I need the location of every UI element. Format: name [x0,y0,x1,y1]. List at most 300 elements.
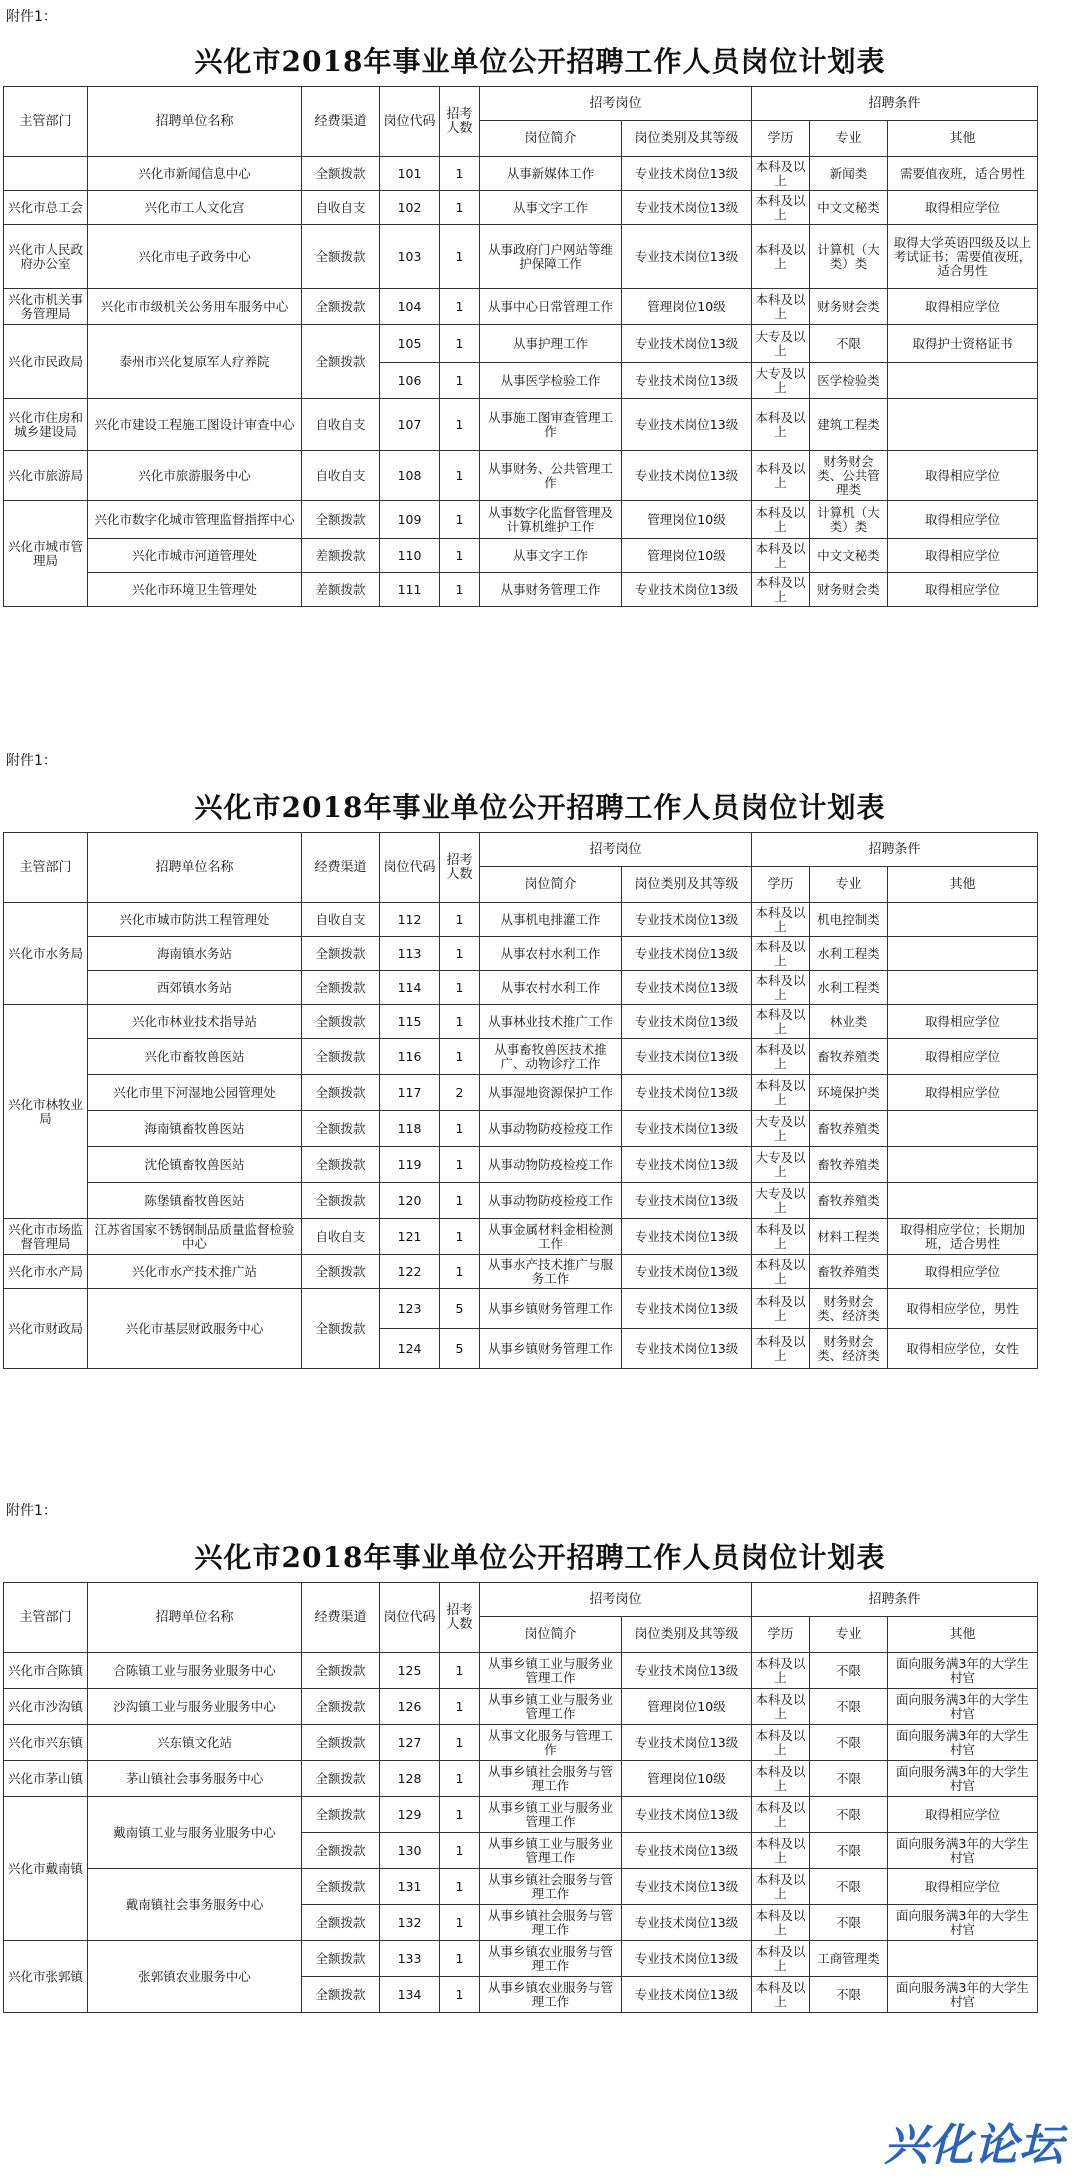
dept-cell: 兴化市城市管理局 [4,501,88,607]
count-cell: 1 [440,289,480,325]
page-title: 兴化市2018年事业单位公开招聘工作人员岗位计划表 [194,1541,886,1574]
desc-cell: 从事乡镇工业与服务业管理工作 [480,1689,622,1725]
edu-cell: 本科及以上 [752,157,810,191]
other-cell [888,937,1038,971]
code-cell: 119 [380,1147,440,1183]
major-cell: 中文文秘类 [810,191,888,225]
type-cell: 专业技术岗位13级 [622,1005,752,1039]
major-cell: 计算机（大类）类 [810,225,888,289]
fund-cell: 自收自支 [302,1219,380,1255]
table-row [4,1941,1038,1977]
other-cell [888,363,1038,399]
count-cell: 1 [440,1039,480,1075]
count-cell: 1 [440,191,480,225]
dept-cell: 兴化市水务局 [4,903,88,1005]
type-cell: 专业技术岗位13级 [622,191,752,225]
table-row [4,971,1038,1005]
count-cell: 1 [440,937,480,971]
desc-cell: 从事文化服务与管理工作 [480,1725,622,1761]
desc-cell: 从事乡镇农业服务与管理工作 [480,1941,622,1977]
table-row [4,1075,1038,1111]
table-row [4,1725,1038,1761]
edu-cell: 大专及以上 [752,1183,810,1219]
fund-cell: 全额拨款 [302,1147,380,1183]
table-row [4,1289,1038,1329]
edu-cell: 大专及以上 [752,1111,810,1147]
type-cell: 专业技术岗位13级 [622,1183,752,1219]
dept-cell: 兴化市兴东镇 [4,1725,88,1761]
edu-cell: 本科及以上 [752,1255,810,1289]
major-cell: 不限 [810,1653,888,1689]
other-cell [888,1183,1038,1219]
code-cell: 122 [380,1255,440,1289]
major-cell: 财务财会类 [810,573,888,607]
header-other: 其他 [888,1617,1038,1653]
table-row [4,1797,1038,1833]
header-post-type: 岗位类别及其等级 [622,1617,752,1653]
desc-cell: 从事财务管理工作 [480,573,622,607]
count-cell: 1 [440,1725,480,1761]
type-cell: 专业技术岗位13级 [622,325,752,363]
fund-cell: 全额拨款 [302,1005,380,1039]
count-cell: 1 [440,225,480,289]
code-cell: 105 [380,325,440,363]
plan-table-2 [3,832,1038,1369]
other-cell: 取得相应学位 [888,1869,1038,1905]
unit-cell: 陈堡镇畜牧兽医站 [88,1183,302,1219]
major-cell: 不限 [810,1977,888,2013]
major-cell: 畜牧养殖类 [810,1111,888,1147]
desc-cell: 从事新媒体工作 [480,157,622,191]
edu-cell: 大专及以上 [752,1147,810,1183]
header-unit: 招聘单位名称 [88,87,302,157]
major-cell: 工商管理类 [810,1941,888,1977]
other-cell [888,1111,1038,1147]
header-edu: 学历 [752,121,810,157]
major-cell: 机电控制类 [810,903,888,937]
type-cell: 管理岗位10级 [622,539,752,573]
desc-cell: 从事机电排灌工作 [480,903,622,937]
unit-cell: 张郭镇农业服务中心 [88,1941,302,2013]
fund-cell: 全额拨款 [302,1689,380,1725]
dept-cell: 兴化市总工会 [4,191,88,225]
dept-cell: 兴化市茅山镇 [4,1761,88,1797]
header-post-type: 岗位类别及其等级 [622,867,752,903]
unit-cell: 茅山镇社会事务服务中心 [88,1761,302,1797]
major-cell: 不限 [810,1833,888,1869]
dept-cell: 兴化市民政局 [4,325,88,399]
header-other: 其他 [888,121,1038,157]
fund-cell: 差额拨款 [302,539,380,573]
type-cell: 管理岗位10级 [622,501,752,539]
count-cell: 1 [440,1147,480,1183]
other-cell: 面向服务满3年的大学生村官 [888,1905,1038,1941]
fund-cell: 全额拨款 [302,1075,380,1111]
fund-cell: 全额拨款 [302,1905,380,1941]
desc-cell: 从事乡镇工业与服务业管理工作 [480,1833,622,1869]
unit-cell: 戴南镇社会事务服务中心 [88,1869,302,1941]
unit-cell: 沈伦镇畜牧兽医站 [88,1147,302,1183]
header-dept: 主管部门 [4,1583,88,1653]
header-major: 专业 [810,1617,888,1653]
attachment-label: 附件1： [6,9,57,25]
header-post-desc: 岗位简介 [480,867,622,903]
desc-cell: 从事农村水利工作 [480,971,622,1005]
other-cell: 取得相应学位 [888,1039,1038,1075]
attachment-label: 附件1： [6,753,57,769]
desc-cell: 从事乡镇农业服务与管理工作 [480,1977,622,2013]
count-cell: 1 [440,1761,480,1797]
header-unit: 招聘单位名称 [88,833,302,903]
edu-cell: 本科及以上 [752,1905,810,1941]
edu-cell: 本科及以上 [752,971,810,1005]
count-cell: 1 [440,1653,480,1689]
forum-watermark-logo: 兴化论坛 [884,2120,1064,2171]
major-cell: 畜牧养殖类 [810,1147,888,1183]
unit-cell: 戴南镇工业与服务业服务中心 [88,1797,302,1869]
header-post-type: 岗位类别及其等级 [622,121,752,157]
major-cell: 不限 [810,1905,888,1941]
code-cell: 128 [380,1761,440,1797]
table-row [4,1219,1038,1255]
other-cell [888,903,1038,937]
count-cell: 1 [440,363,480,399]
header-code: 岗位代码 [380,833,440,903]
fund-cell: 全额拨款 [302,1761,380,1797]
other-cell: 取得相应学位 [888,191,1038,225]
edu-cell: 本科及以上 [752,225,810,289]
dept-cell: 兴化市市场监督管理局 [4,1219,88,1255]
edu-cell: 本科及以上 [752,191,810,225]
dept-cell [4,157,88,191]
desc-cell: 从事施工图审查管理工作 [480,399,622,451]
type-cell: 专业技术岗位13级 [622,1797,752,1833]
header-post-group: 招考岗位 [480,87,752,121]
header-cond-group: 招聘条件 [752,1583,1038,1617]
unit-cell: 兴化市工人文化宫 [88,191,302,225]
count-cell: 1 [440,971,480,1005]
type-cell: 专业技术岗位13级 [622,1111,752,1147]
other-cell: 取得相应学位 [888,1255,1038,1289]
other-cell: 取得大学英语四级及以上考试证书；需要值夜班，适合男性 [888,225,1038,289]
type-cell: 专业技术岗位13级 [622,399,752,451]
table-row [4,1039,1038,1075]
code-cell: 127 [380,1725,440,1761]
unit-cell: 泰州市兴化复原军人疗养院 [88,325,302,399]
code-cell: 130 [380,1833,440,1869]
major-cell: 财务财会类 [810,289,888,325]
code-cell: 129 [380,1797,440,1833]
other-cell: 取得相应学位 [888,1005,1038,1039]
unit-cell: 兴化市里下河湿地公园管理处 [88,1075,302,1111]
unit-cell: 兴化市城市河道管理处 [88,539,302,573]
edu-cell: 本科及以上 [752,573,810,607]
fund-cell: 全额拨款 [302,225,380,289]
header-unit: 招聘单位名称 [88,1583,302,1653]
fund-cell: 全额拨款 [302,1977,380,2013]
fund-cell: 全额拨款 [302,157,380,191]
major-cell: 不限 [810,1725,888,1761]
type-cell: 管理岗位10级 [622,1689,752,1725]
desc-cell: 从事湿地资源保护工作 [480,1075,622,1111]
edu-cell: 本科及以上 [752,1977,810,2013]
code-cell: 124 [380,1329,440,1369]
desc-cell: 从事乡镇工业与服务业管理工作 [480,1797,622,1833]
header-post-desc: 岗位简介 [480,1617,622,1653]
code-cell: 132 [380,1905,440,1941]
fund-cell: 自收自支 [302,903,380,937]
header-fund: 经费渠道 [302,87,380,157]
fund-cell: 全额拨款 [302,1833,380,1869]
unit-cell: 兴化市城市防洪工程管理处 [88,903,302,937]
fund-cell: 全额拨款 [302,1941,380,1977]
other-cell: 面向服务满3年的大学生村官 [888,1761,1038,1797]
table-row [4,539,1038,573]
unit-cell: 兴化市水产技术推广站 [88,1255,302,1289]
major-cell: 新闻类 [810,157,888,191]
desc-cell: 从事乡镇社会服务与管理工作 [480,1761,622,1797]
major-cell: 计算机（大类）类 [810,501,888,539]
desc-cell: 从事动物防疫检疫工作 [480,1147,622,1183]
header-dept: 主管部门 [4,833,88,903]
type-cell: 专业技术岗位13级 [622,363,752,399]
type-cell: 专业技术岗位13级 [622,1653,752,1689]
desc-cell: 从事文字工作 [480,539,622,573]
major-cell: 不限 [810,1797,888,1833]
code-cell: 117 [380,1075,440,1111]
table-row [4,325,1038,363]
code-cell: 110 [380,539,440,573]
desc-cell: 从事财务、公共管理工作 [480,451,622,501]
desc-cell: 从事动物防疫检疫工作 [480,1111,622,1147]
other-cell [888,971,1038,1005]
code-cell: 134 [380,1977,440,2013]
type-cell: 专业技术岗位13级 [622,903,752,937]
other-cell: 取得相应学位 [888,451,1038,501]
header-major: 专业 [810,121,888,157]
major-cell: 水利工程类 [810,937,888,971]
edu-cell: 本科及以上 [752,937,810,971]
table-row [4,903,1038,937]
unit-cell: 合陈镇工业与服务业服务中心 [88,1653,302,1689]
table-row [4,573,1038,607]
fund-cell: 全额拨款 [302,1289,380,1369]
type-cell: 专业技术岗位13级 [622,937,752,971]
major-cell: 建筑工程类 [810,399,888,451]
header-code: 岗位代码 [380,87,440,157]
count-cell: 1 [440,1797,480,1833]
desc-cell: 从事护理工作 [480,325,622,363]
code-cell: 102 [380,191,440,225]
edu-cell: 本科及以上 [752,1869,810,1905]
other-cell: 取得相应学位 [888,289,1038,325]
fund-cell: 全额拨款 [302,1039,380,1075]
edu-cell: 本科及以上 [752,1725,810,1761]
major-cell: 水利工程类 [810,971,888,1005]
unit-cell: 兴化市市级机关公务用车服务中心 [88,289,302,325]
header-count: 招考人数 [440,833,480,903]
desc-cell: 从事林业技术推广工作 [480,1005,622,1039]
header-edu: 学历 [752,1617,810,1653]
other-cell: 面向服务满3年的大学生村官 [888,1725,1038,1761]
other-cell: 面向服务满3年的大学生村官 [888,1689,1038,1725]
count-cell: 1 [440,325,480,363]
unit-cell: 海南镇水务站 [88,937,302,971]
other-cell [888,1941,1038,1977]
type-cell: 专业技术岗位13级 [622,1255,752,1289]
major-cell: 不限 [810,1689,888,1725]
type-cell: 专业技术岗位13级 [622,1977,752,2013]
code-cell: 126 [380,1689,440,1725]
unit-cell: 兴化市旅游服务中心 [88,451,302,501]
count-cell: 1 [440,399,480,451]
fund-cell: 自收自支 [302,451,380,501]
major-cell: 畜牧养殖类 [810,1039,888,1075]
table-row [4,225,1038,289]
code-cell: 112 [380,903,440,937]
type-cell: 专业技术岗位13级 [622,451,752,501]
count-cell: 1 [440,1255,480,1289]
edu-cell: 本科及以上 [752,1941,810,1977]
other-cell: 取得护士资格证书 [888,325,1038,363]
table-row [4,1255,1038,1289]
header-fund: 经费渠道 [302,833,380,903]
desc-cell: 从事动物防疫检疫工作 [480,1183,622,1219]
dept-cell: 兴化市合陈镇 [4,1653,88,1689]
code-cell: 125 [380,1653,440,1689]
edu-cell: 本科及以上 [752,1689,810,1725]
table-row [4,1689,1038,1725]
header-cond-group: 招聘条件 [752,87,1038,121]
unit-cell: 兴化市林业技术指导站 [88,1005,302,1039]
unit-cell: 西郊镇水务站 [88,971,302,1005]
edu-cell: 本科及以上 [752,501,810,539]
code-cell: 120 [380,1183,440,1219]
desc-cell: 从事乡镇财务管理工作 [480,1289,622,1329]
plan-table-1 [3,86,1038,607]
unit-cell: 江苏省国家不锈钢制品质量监督检验中心 [88,1219,302,1255]
fund-cell: 全额拨款 [302,289,380,325]
type-cell: 管理岗位10级 [622,1761,752,1797]
dept-cell: 兴化市戴南镇 [4,1797,88,1941]
code-cell: 106 [380,363,440,399]
count-cell: 1 [440,1689,480,1725]
edu-cell: 本科及以上 [752,451,810,501]
edu-cell: 本科及以上 [752,1289,810,1329]
other-cell: 取得相应学位，男性 [888,1289,1038,1329]
other-cell: 取得相应学位 [888,573,1038,607]
header-cond-group: 招聘条件 [752,833,1038,867]
unit-cell: 兴化市电子政务中心 [88,225,302,289]
major-cell: 不限 [810,1869,888,1905]
edu-cell: 本科及以上 [752,399,810,451]
dept-cell: 兴化市沙沟镇 [4,1689,88,1725]
unit-cell: 兴东镇文化站 [88,1725,302,1761]
fund-cell: 全额拨款 [302,325,380,399]
desc-cell: 从事数字化监督管理及计算机维护工作 [480,501,622,539]
unit-cell: 兴化市畜牧兽医站 [88,1039,302,1075]
table-row [4,289,1038,325]
count-cell: 1 [440,157,480,191]
edu-cell: 本科及以上 [752,1761,810,1797]
dept-cell: 兴化市住房和城乡建设局 [4,399,88,451]
code-cell: 108 [380,451,440,501]
major-cell: 畜牧养殖类 [810,1183,888,1219]
header-major: 专业 [810,867,888,903]
type-cell: 专业技术岗位13级 [622,1833,752,1869]
fund-cell: 全额拨款 [302,937,380,971]
code-cell: 104 [380,289,440,325]
dept-cell: 兴化市旅游局 [4,451,88,501]
desc-cell: 从事文字工作 [480,191,622,225]
table-row [4,1111,1038,1147]
table-row [4,1005,1038,1039]
type-cell: 专业技术岗位13级 [622,1869,752,1905]
code-cell: 111 [380,573,440,607]
unit-cell: 兴化市新闻信息中心 [88,157,302,191]
count-cell: 2 [440,1075,480,1111]
code-cell: 131 [380,1869,440,1905]
edu-cell: 本科及以上 [752,1039,810,1075]
type-cell: 专业技术岗位13级 [622,1075,752,1111]
major-cell: 医学检验类 [810,363,888,399]
code-cell: 114 [380,971,440,1005]
major-cell: 环境保护类 [810,1075,888,1111]
edu-cell: 本科及以上 [752,1219,810,1255]
fund-cell: 全额拨款 [302,1797,380,1833]
edu-cell: 本科及以上 [752,1797,810,1833]
fund-cell: 全额拨款 [302,1653,380,1689]
count-cell: 1 [440,1869,480,1905]
fund-cell: 全额拨款 [302,1869,380,1905]
header-count: 招考人数 [440,87,480,157]
dept-cell: 兴化市人民政府办公室 [4,225,88,289]
major-cell: 材料工程类 [810,1219,888,1255]
type-cell: 专业技术岗位13级 [622,1329,752,1369]
table-row [4,399,1038,451]
type-cell: 专业技术岗位13级 [622,157,752,191]
count-cell: 1 [440,1219,480,1255]
code-cell: 115 [380,1005,440,1039]
code-cell: 109 [380,501,440,539]
major-cell: 林业类 [810,1005,888,1039]
other-cell: 面向服务满3年的大学生村官 [888,1977,1038,2013]
table-row [4,1869,1038,1905]
type-cell: 专业技术岗位13级 [622,1725,752,1761]
major-cell: 财务财会类、经济类 [810,1329,888,1369]
other-cell: 取得相应学位 [888,1075,1038,1111]
type-cell: 专业技术岗位13级 [622,1147,752,1183]
type-cell: 专业技术岗位13级 [622,1941,752,1977]
table-row [4,501,1038,539]
edu-cell: 本科及以上 [752,1329,810,1369]
major-cell: 不限 [810,325,888,363]
type-cell: 专业技术岗位13级 [622,1219,752,1255]
code-cell: 116 [380,1039,440,1075]
fund-cell: 全额拨款 [302,1725,380,1761]
desc-cell: 从事金属材料金相检测工作 [480,1219,622,1255]
header-count: 招考人数 [440,1583,480,1653]
fund-cell: 全额拨款 [302,971,380,1005]
count-cell: 1 [440,1941,480,1977]
count-cell: 1 [440,451,480,501]
code-cell: 118 [380,1111,440,1147]
desc-cell: 从事乡镇社会服务与管理工作 [480,1869,622,1905]
count-cell: 1 [440,573,480,607]
unit-cell: 兴化市数字化城市管理监督指挥中心 [88,501,302,539]
type-cell: 专业技术岗位13级 [622,971,752,1005]
count-cell: 1 [440,1005,480,1039]
